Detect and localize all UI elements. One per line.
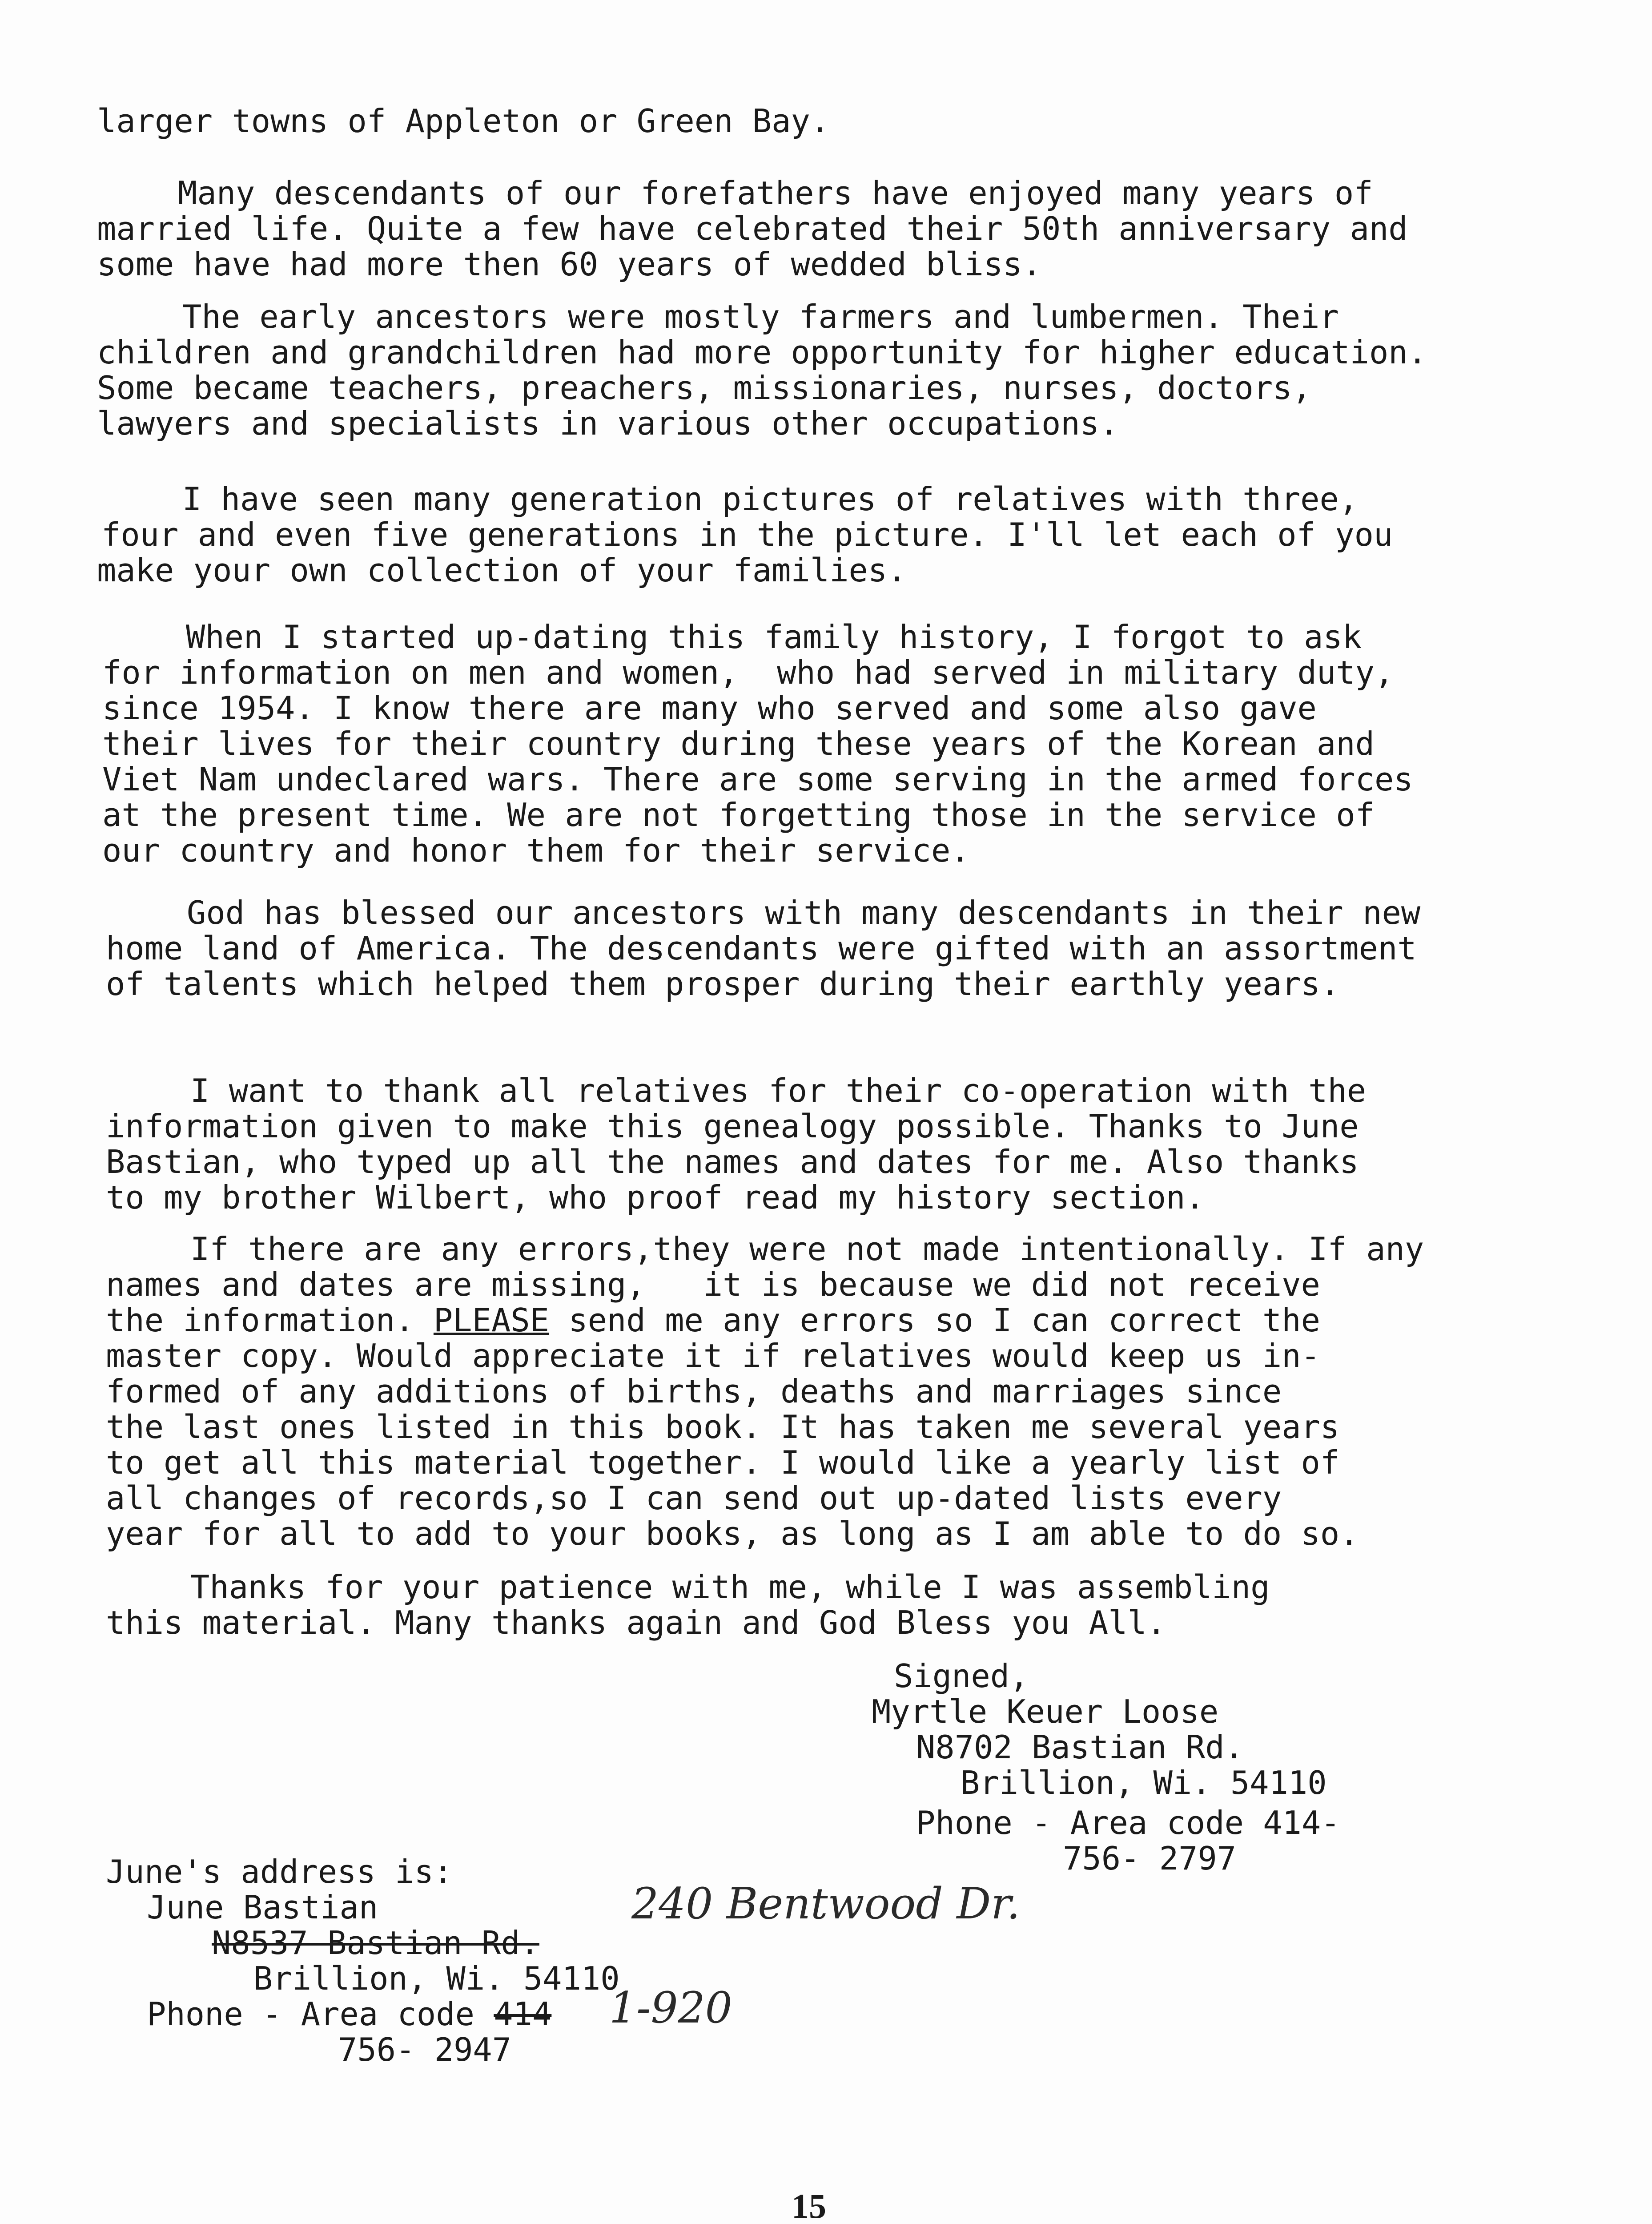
signature-street: N8702 Bastian Rd. [916, 1728, 1244, 1766]
text-line: at the present time. We are not forgetting those in the service of [102, 796, 1375, 834]
text-line: larger towns of Appleton or Green Bay. [97, 102, 830, 140]
text-line: home land of America. The descendants were gifted with an assortment [106, 930, 1417, 967]
text-line: lawyers and specialists in various other occupations. [97, 405, 1119, 442]
signature-signed: Signed, [894, 1657, 1029, 1695]
please-underlined: PLEASE [433, 1301, 550, 1339]
text-line: formed of any additions of births, deaths and marriages since [106, 1373, 1282, 1410]
text-line: Viet Nam undeclared wars. There are some serving in the armed forces [102, 761, 1413, 798]
june-new-area-code-handwritten: 1-920 [609, 1983, 732, 2033]
text-line: information given to make this genealogy possible. Thanks to June [106, 1108, 1359, 1145]
text-segment: send me any errors so I can correct the [549, 1301, 1320, 1339]
signature-number: 756- 2797 [1063, 1840, 1237, 1877]
june-city: Brillion, Wi. 54110 [253, 1960, 620, 1997]
text-line: God has blessed our ancestors with many descendants in their new [187, 894, 1421, 931]
text-line: make your own collection of your families. [97, 552, 907, 589]
june-old-area-code: 414 [494, 1995, 552, 2033]
text-line: since 1954. I know there are many who served and some also gave [102, 689, 1317, 727]
text-line: Some became teachers, preachers, missionaries, nurses, doctors, [97, 369, 1311, 407]
text-segment: the information. [106, 1301, 434, 1339]
text-line [106, 1302, 1320, 1338]
text-line: The early ancestors were mostly farmers and lumbermen. Their [182, 298, 1339, 335]
text-line: children and grandchildren had more opportunity for higher education. [97, 334, 1427, 371]
june-phone-prefix: Phone - Area code [147, 1995, 494, 2033]
text-line: married life. Quite a few have celebrated their 50th anniversary and [97, 210, 1408, 247]
text-line: four and even five generations in the picture. I'll let each of you [101, 516, 1393, 553]
text-line: Bastian, who typed up all the names and dates for me. Also thanks [106, 1143, 1359, 1180]
page-number: 15 [792, 2187, 826, 2224]
text-line: Many descendants of our forefathers have enjoyed many years of [178, 174, 1373, 212]
june-new-street-handwritten: 240 Bentwood Dr. [631, 1879, 1021, 1929]
text-line: their lives for their country during these years of the Korean and [102, 725, 1375, 762]
text-line: all changes of records,so I can send out up-dated lists every [106, 1479, 1282, 1517]
text-line: When I started up-dating this family history, I forgot to ask [186, 618, 1362, 656]
text-line: some have had more then 60 years of wedded bliss. [97, 246, 1042, 283]
june-number: 756- 2947 [338, 2031, 512, 2068]
june-phone [147, 1996, 551, 2032]
signature-name: Myrtle Keuer Loose [872, 1693, 1219, 1730]
text-line: the last ones listed in this book. It has taken me several years [106, 1408, 1340, 1446]
text-line: to my brother Wilbert, who proof read my history section. [106, 1179, 1205, 1216]
text-line: for information on men and women, who had served in military duty, [102, 654, 1394, 691]
text-line: names and dates are missing, it is because we did not receive [106, 1266, 1320, 1303]
text-line: master copy. Would appreciate it if relatives would keep us in- [106, 1337, 1320, 1374]
text-line: to get all this material together. I would like a yearly list of [106, 1444, 1340, 1481]
text-line: this material. Many thanks again and God Bless you All. [106, 1604, 1166, 1641]
text-line: of talents which helped them prosper during their earthly years. [106, 965, 1340, 1003]
text-line: Thanks for your patience with me, while I was assembling [190, 1568, 1270, 1606]
june-old-street: N8537 Bastian Rd. [212, 1924, 539, 1962]
june-heading: June's address is: [106, 1853, 453, 1890]
signature-city: Brillion, Wi. 54110 [961, 1764, 1327, 1801]
text-line: our country and honor them for their service. [102, 832, 970, 869]
text-line: I have seen many generation pictures of relatives with three, [182, 480, 1359, 518]
june-name: June Bastian [147, 1889, 378, 1926]
text-line: year for all to add to your books, as long as I am able to do so. [106, 1515, 1359, 1552]
signature-phone: Phone - Area code 414- [916, 1804, 1340, 1841]
text-line: I want to thank all relatives for their co-operation with the [190, 1072, 1367, 1109]
text-line: If there are any errors,they were not made intentionally. If any [190, 1230, 1424, 1268]
